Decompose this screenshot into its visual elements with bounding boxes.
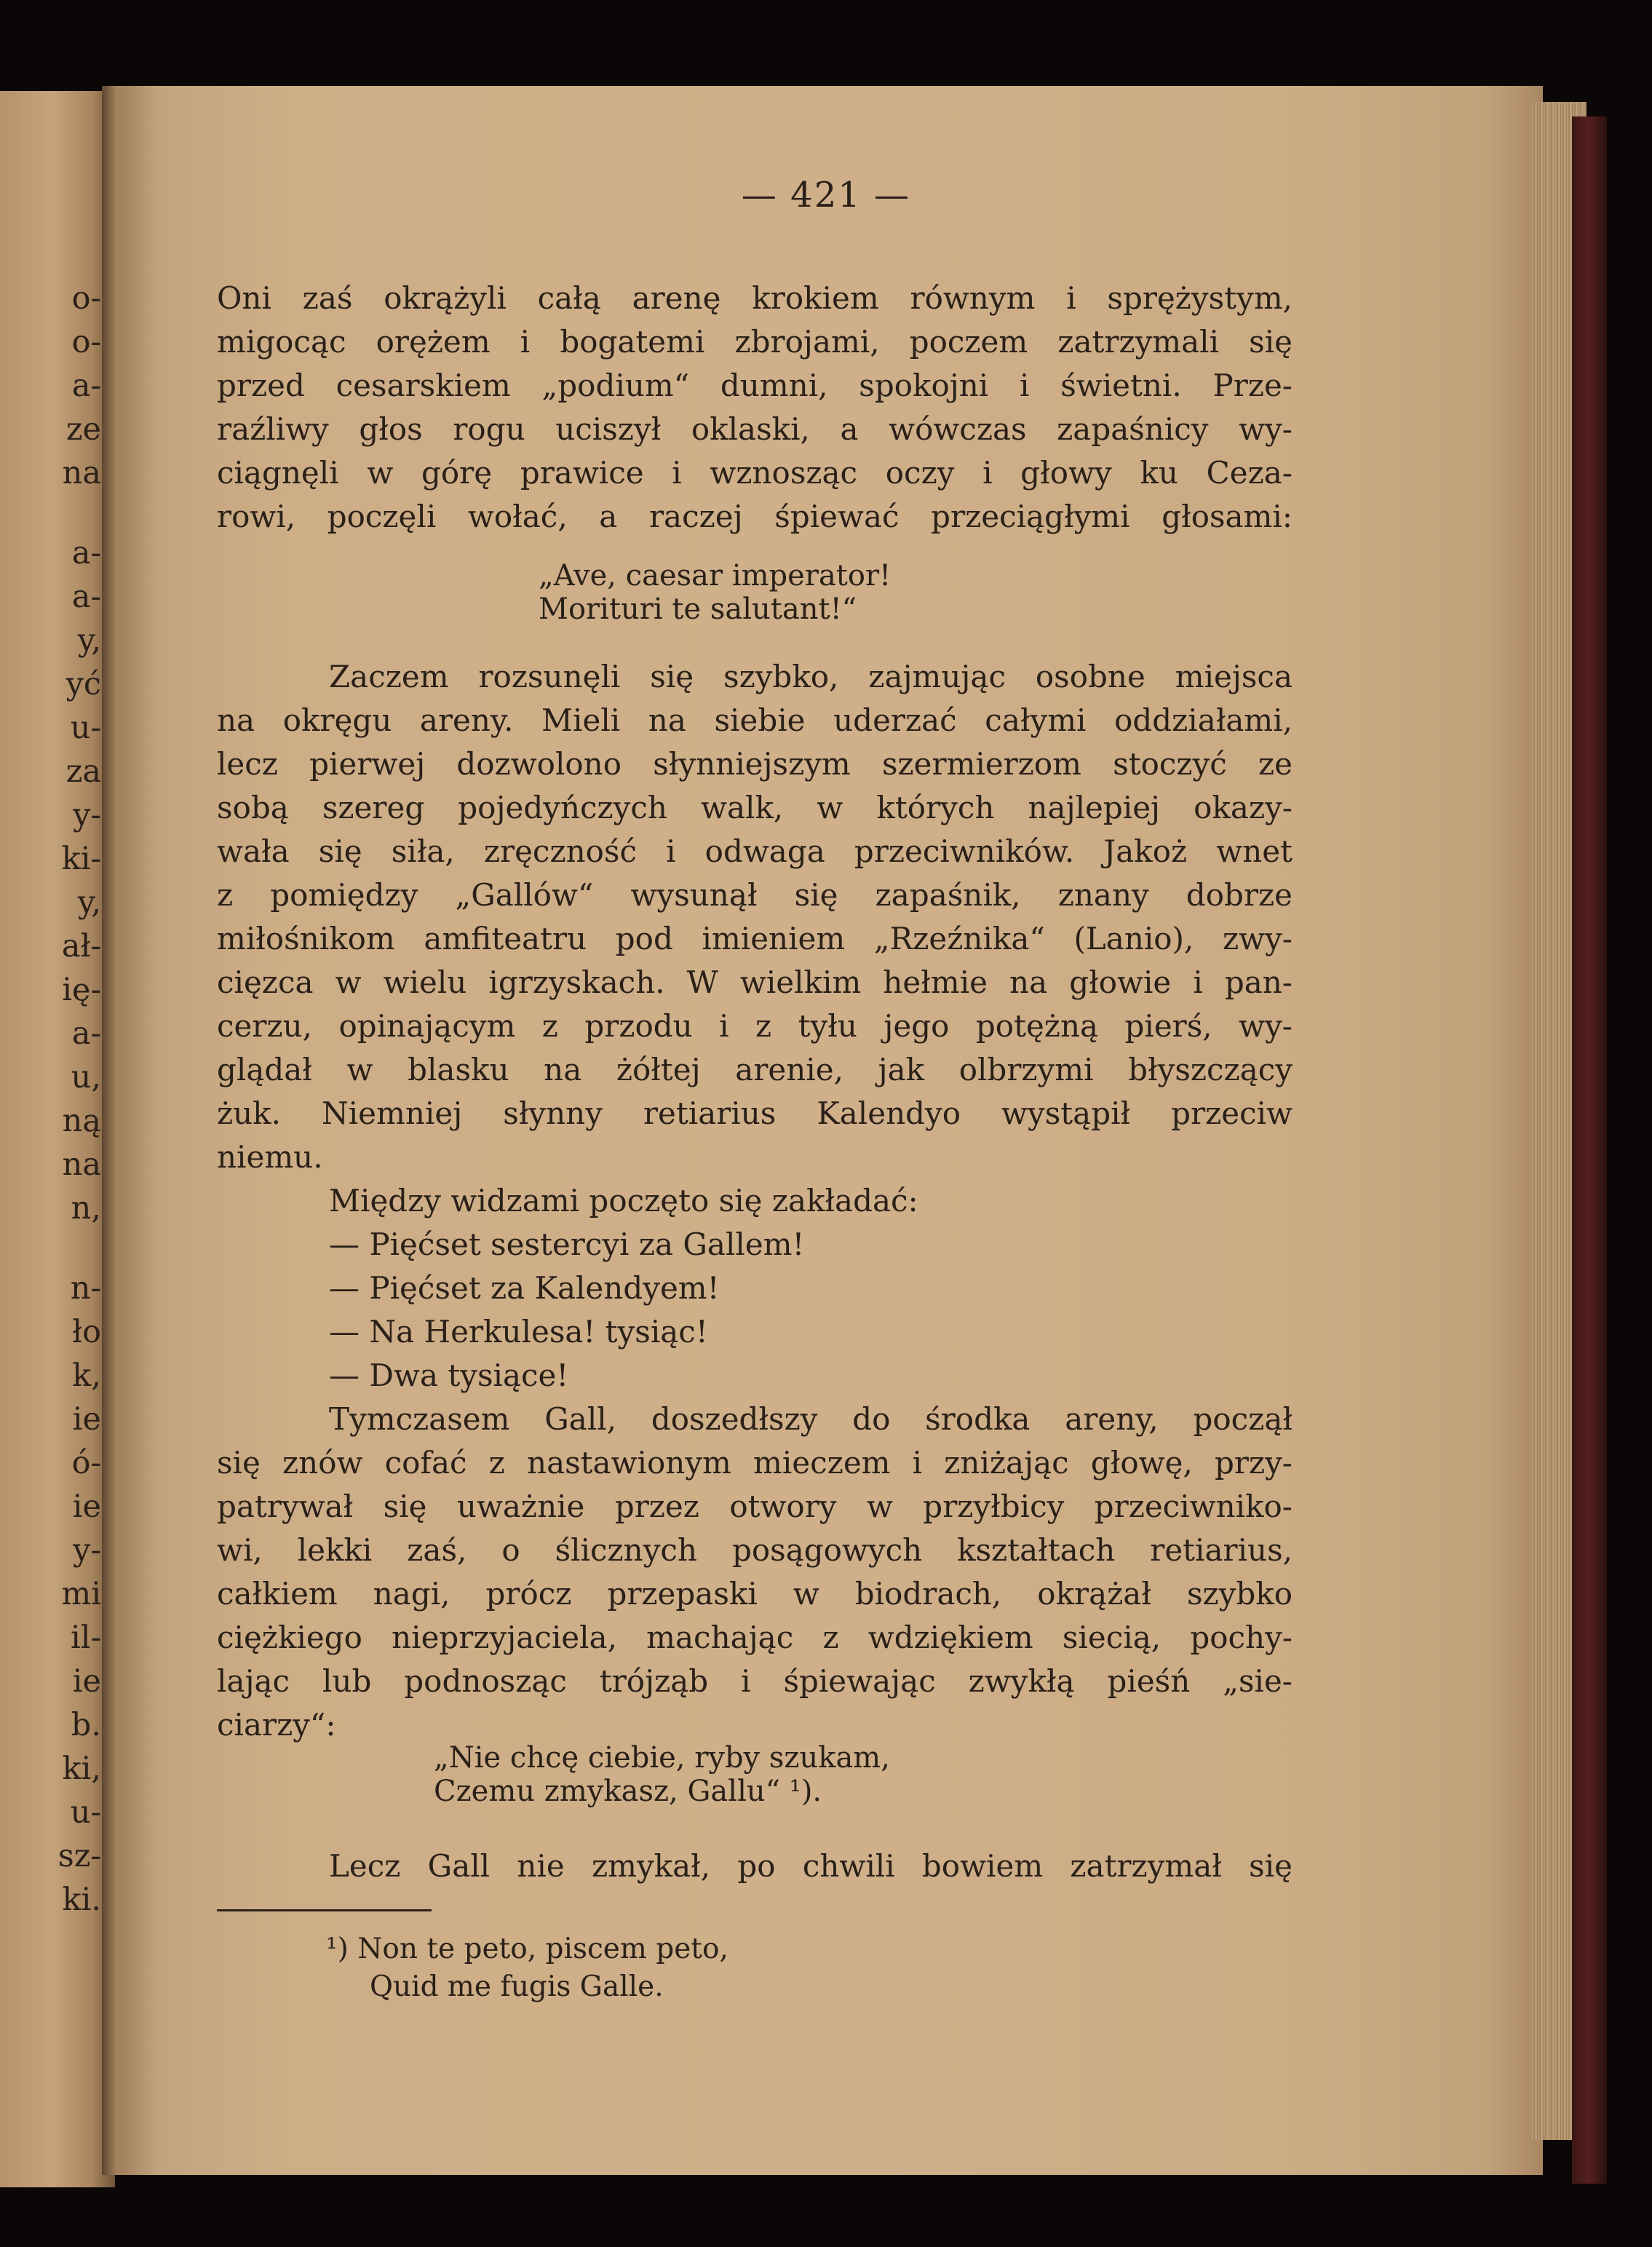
text-line: niemu.	[217, 1139, 323, 1175]
left-fragment: o-	[71, 280, 101, 317]
left-fragment: ło	[72, 1314, 101, 1350]
text-line: lecz pierwej dozwolono słynniejszym szermierzom stoczyć ze	[217, 746, 1292, 782]
text-line: Tymczasem Gall, doszedłszy do środka areny, począł	[329, 1401, 1292, 1437]
text-line: całkiem nagi, prócz przepaski w biodrach, okrążał szybko	[217, 1576, 1292, 1612]
text-line: Lecz Gall nie zmykał, po chwili bowiem zatrzymał się	[329, 1848, 1292, 1884]
left-fragment: ki.	[62, 1882, 101, 1918]
left-fragment: mi	[61, 1576, 101, 1612]
text-line: wała się siła, zręczność i odwaga przeciwników. Jakoż wnet	[217, 833, 1292, 869]
left-fragment: ię-	[62, 972, 101, 1008]
left-fragment: o-	[71, 324, 101, 360]
footnote-line: ¹) Non te peto, piscem peto,	[326, 1933, 728, 1965]
text-line: ciągnęli w górę prawice i wznosząc oczy i głowy ku Ceza-	[217, 455, 1292, 491]
left-fragment: y-	[73, 1532, 101, 1569]
text-line: ciężkiego nieprzyjaciela, machając z wdziękiem siecią, pochy-	[217, 1620, 1292, 1655]
page-number: — 421 —	[741, 175, 911, 215]
text-line: Zaczem rozsunęli się szybko, zajmując osobne miejsca	[329, 659, 1292, 694]
left-fragment: a-	[71, 368, 101, 404]
left-fragment: ną	[62, 1103, 101, 1139]
text-line: raźliwy głos rogu uciszył oklaski, a wówczas zapaśnicy wy-	[217, 411, 1292, 447]
verse-line: „Ave, caesar imperator!	[539, 559, 891, 593]
text-line: lając lub podnosząc trójząb i śpiewając zwykłą pieśń „sie-	[217, 1663, 1292, 1699]
text-line: miłośnikom amfiteatru pod imieniem „Rzeźnika“ (Lanio), zwy-	[217, 921, 1292, 956]
left-fragment: a-	[71, 1015, 101, 1052]
text-line: rowi, poczęli wołać, a raczej śpiewać przeciągłymi głosami:	[217, 499, 1292, 534]
left-fragment: ał-	[61, 928, 101, 964]
left-fragment: na	[62, 455, 101, 491]
verse-line: Czemu zmykasz, Gallu“ ¹).	[434, 1775, 822, 1808]
text-line: patrywał się uważnie przez otwory w przyłbicy przeciwniko-	[217, 1489, 1292, 1524]
text-line: Oni zaś okrążyli całą arenę krokiem równym i sprężystym,	[217, 280, 1292, 316]
left-fragment: ie	[72, 1489, 101, 1525]
footnote-line: Quid me fugis Galle.	[370, 1970, 664, 2003]
text-line: cerzu, opinającym z przodu i z tyłu jego potężną pierś, wy-	[217, 1008, 1292, 1044]
left-fragment: ki-	[61, 841, 101, 877]
left-fragment: il-	[70, 1620, 101, 1656]
left-fragment: ze	[65, 411, 101, 448]
left-fragment: za	[65, 753, 101, 790]
footnote-rule	[217, 1909, 432, 1911]
left-fragment: a-	[71, 579, 101, 615]
text-line: wi, lekki zaś, o ślicznych posągowych kształtach retiarius,	[217, 1532, 1292, 1568]
left-fragment: yć	[65, 666, 101, 702]
left-fragment: u-	[70, 1794, 101, 1831]
left-fragment: ó-	[71, 1445, 101, 1481]
dialogue-line: — Pięćset za Kalendyem!	[329, 1270, 720, 1306]
left-fragment: ie	[72, 1663, 101, 1700]
verse-line: Morituri te salutant!“	[539, 593, 857, 626]
left-fragment: ki,	[62, 1751, 101, 1787]
left-fragment: u-	[70, 710, 101, 746]
left-fragment: ie	[72, 1401, 101, 1438]
text-line: sobą szereg pojedyńczych walk, w których najlepiej okazy-	[217, 790, 1292, 825]
text-line: na okręgu areny. Mieli na siebie uderzać całymi oddziałami,	[217, 702, 1292, 738]
left-fragment: k,	[72, 1358, 101, 1394]
dialogue-line: — Pięćset sestercyi za Gallem!	[329, 1226, 805, 1262]
left-fragment: n-	[70, 1270, 101, 1307]
left-fragment: y,	[77, 884, 101, 921]
text-line: z pomiędzy „Gallów“ wysunął się zapaśnik, znany dobrze	[217, 877, 1292, 913]
text-line: cięzca w wielu igrzyskach. W wielkim hełmie na głowie i pan-	[217, 964, 1292, 1000]
text-line: ciarzy“:	[217, 1707, 336, 1743]
dialogue-line: — Na Herkulesa! tysiąc!	[329, 1314, 708, 1350]
left-fragment: y,	[77, 622, 101, 659]
text-line: Między widzami poczęto się zakładać:	[329, 1183, 918, 1218]
verse-line: „Nie chcę ciebie, ryby szukam,	[434, 1741, 890, 1775]
left-fragment: n,	[71, 1190, 101, 1226]
dialogue-line: — Dwa tysiące!	[329, 1358, 569, 1393]
text-line: migocąc orężem i bogatemi zbrojami, poczem zatrzymali się	[217, 324, 1292, 360]
left-fragment: sz-	[57, 1838, 101, 1874]
left-fragment: na	[62, 1146, 101, 1183]
text-line: się znów cofać z nastawionym mieczem i zniżając głowę, przy-	[217, 1445, 1292, 1481]
text-line: żuk. Niemniej słynny retiarius Kalendyo wystąpił przeciw	[217, 1095, 1292, 1131]
text-line: glądał w blasku na żółtej arenie, jak olbrzymi błyszczący	[217, 1052, 1292, 1087]
left-fragment: u,	[71, 1059, 101, 1095]
left-fragment: a-	[71, 535, 101, 571]
left-fragment: b.	[71, 1707, 101, 1743]
text-line: przed cesarskiem „podium“ dumni, spokojni i świetni. Prze-	[217, 368, 1292, 403]
left-fragment: y-	[73, 797, 101, 833]
